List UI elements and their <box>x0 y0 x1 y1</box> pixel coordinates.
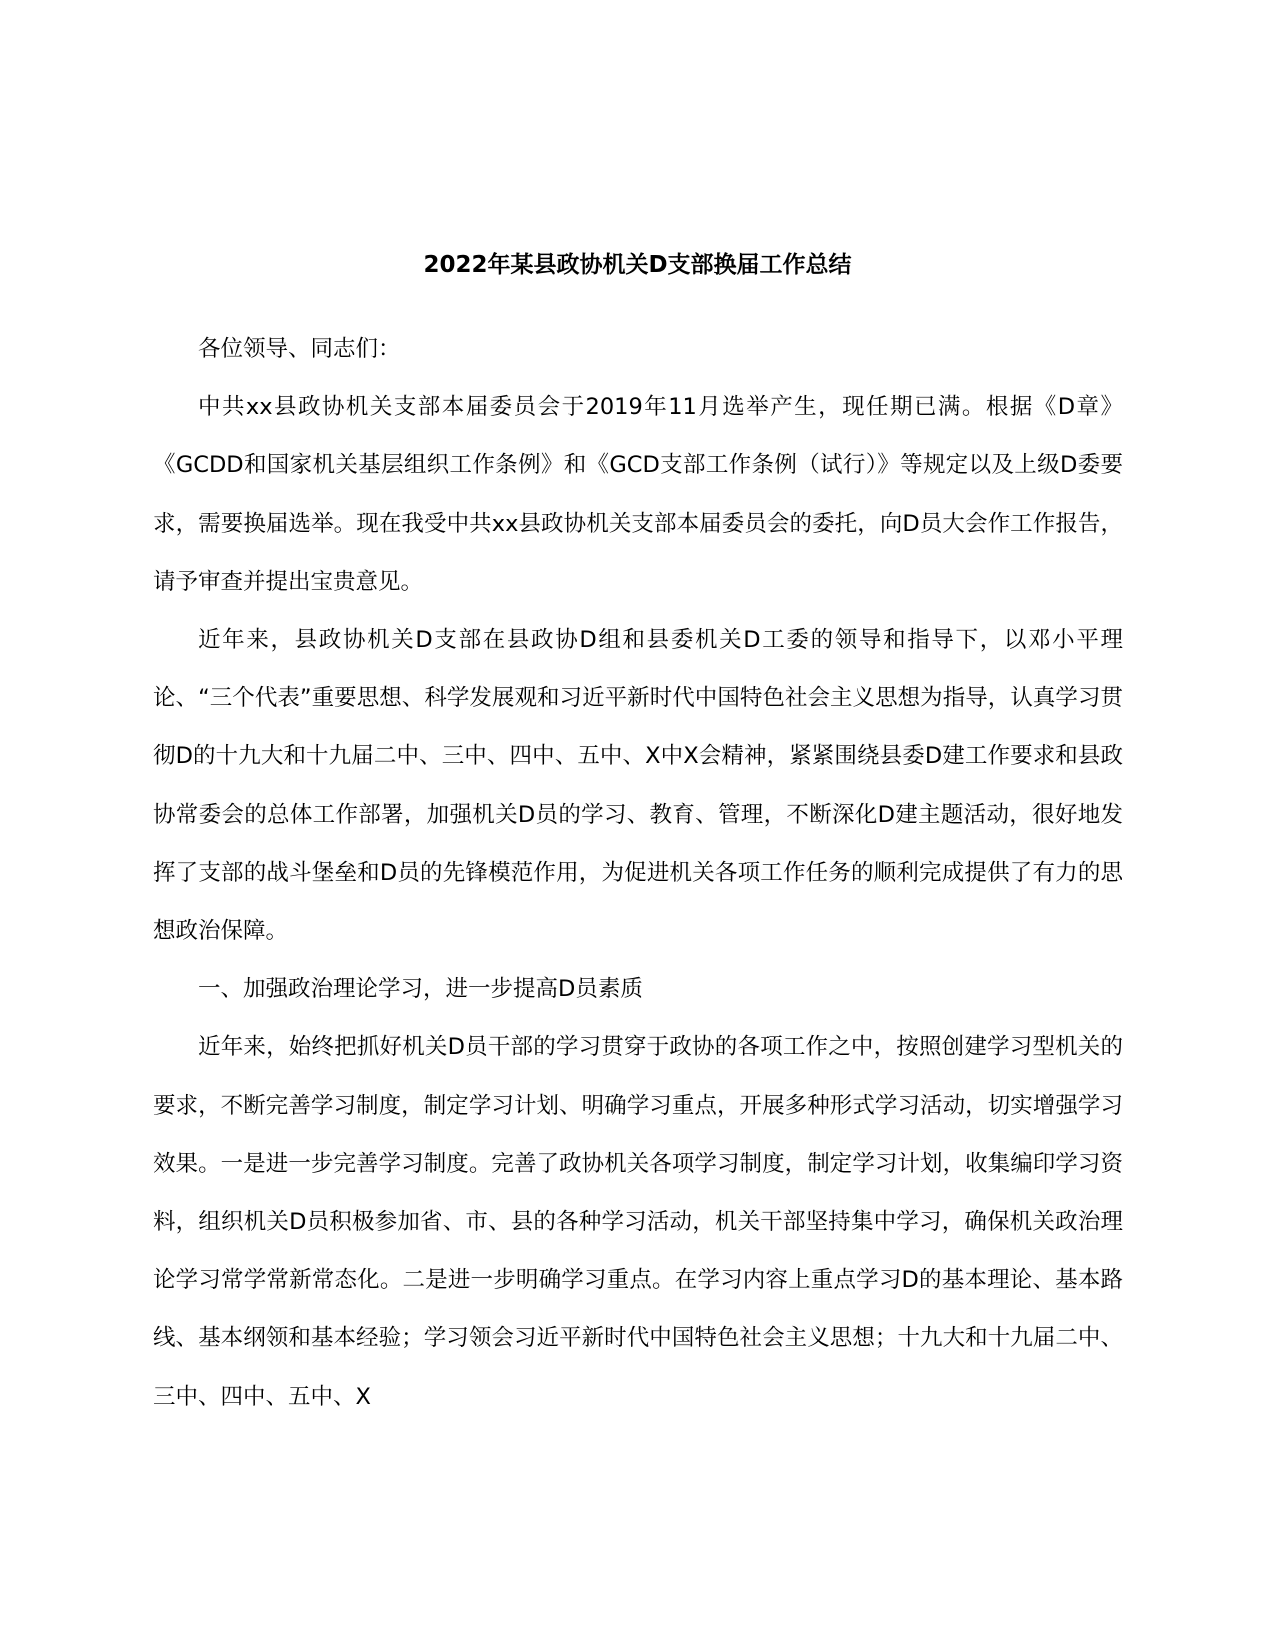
salutation: 各位领导、同志们： <box>198 336 401 362</box>
paragraph-overview: 近年来，县政协机关D支部在县政协D组和县委机关D工委的领导和指导下，以邓小平理论、“三个代表”重要思想、科学发展观和习近平新时代中国特色社会主义思想为指导，认真学习贯彻D的十九大和十九届二中、三中、四中、五中、X中X会精神，紧紧围绕县委D建工作要求和县政协常委会的总体工作部署，加强机关D员的学习、教育、管理，不断深化D建主题活动，很好地发挥了支部的战斗堡垒和D员的先锋模范作用，为促进机关各项工作任务的顺利完成提供了有力的思想政治保障。 <box>153 627 1123 945</box>
document-body <box>153 320 1123 1426</box>
section-paragraph: 近年来，始终把抓好机关D员干部的学习贯穿于政协的各项工作之中，按照创建学习型机关的要求，不断完善学习制度，制定学习计划、明确学习重点，开展多种形式学习活动，切实增强学习效果。一是进一步完善学习制度。完善了政协机关各项学习制度，制定学习计划，收集编印学习资料，组织机关D员积极参加省、市、县的各种学习活动，机关干部坚持集中学习，确保机关政治理论学习常学常新常态化。二是进一步明确学习重点。在学习内容上重点学习D的基本理论、基本路线、基本纲领和基本经验；学习领会习近平新时代中国特色社会主义思想；十九大和十九届二中、三中、四中、五中、X <box>153 1034 1123 1410</box>
document-title: 2022年某县政协机关D支部换届工作总结 <box>423 252 852 278</box>
section-heading: 一、加强政治理论学习，进一步提高D员素质 <box>198 976 643 1003</box>
paragraph-intro: 中共xx县政协机关支部本届委员会于2019年11月选举产生，现任期已满。根据《D章》《GCDD和国家机关基层组织工作条例》和《GCD支部工作条例（试行）》等规定以及上级D委要求，需要换届选举。现在我受中共xx县政协机关支部本届委员会的委托，向D员大会作工作报告，请予审查并提出宝贵意见。 <box>153 394 1123 595</box>
